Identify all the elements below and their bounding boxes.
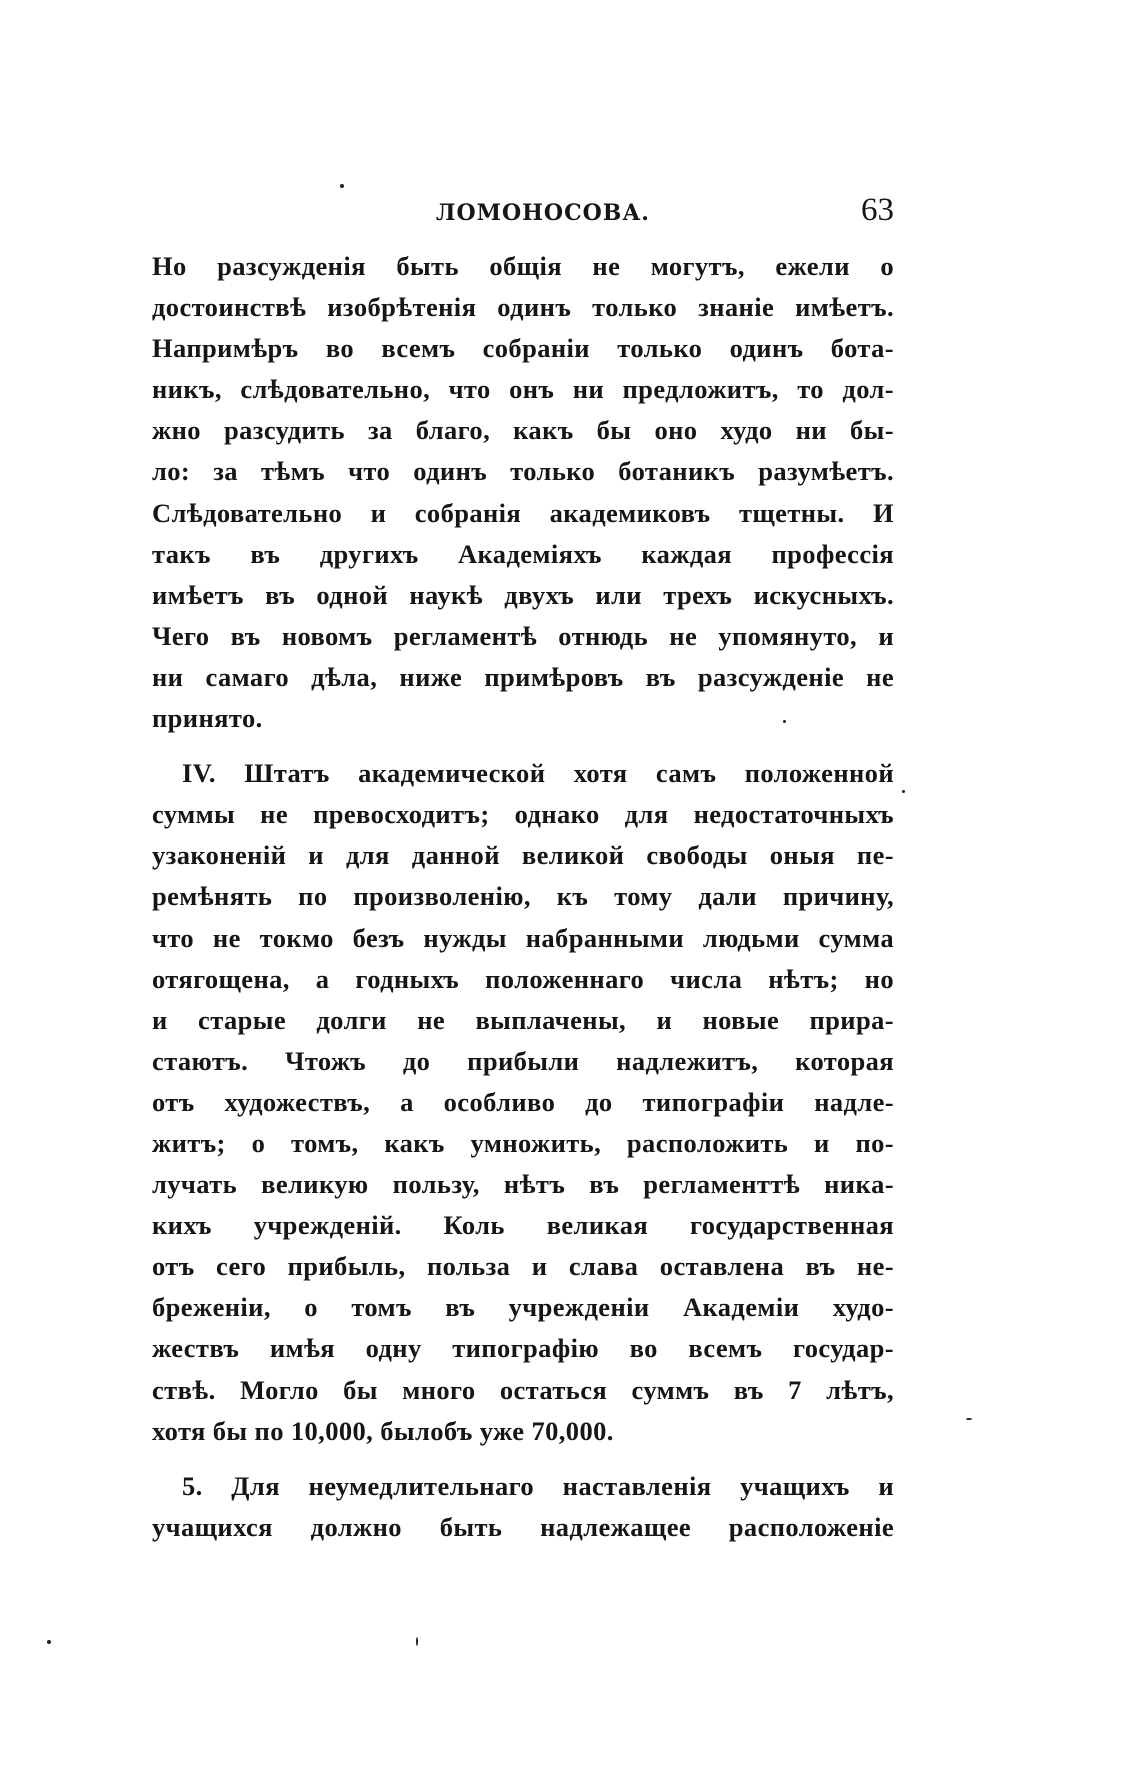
text-line: узаконеній и для данной великой свободы оныя пе-: [152, 840, 894, 871]
text-line: хотя бы по 10,000, былобъ уже 70,000.: [152, 1415, 614, 1446]
text-line: ствѣ. Могло бы много остаться суммъ въ 7 лѣтъ,: [152, 1374, 894, 1405]
text-line: Слѣдовательно и собранія академиковъ тщетны. И: [152, 497, 894, 528]
text-line: ни самаго дѣла, ниже примѣровъ въ разсужденіе не: [152, 661, 894, 692]
text-line: стаютъ. Чтожъ до прибыли надлежитъ, которая: [152, 1045, 894, 1076]
text-line: Но разсужденія быть общія не могутъ, ежели о: [152, 251, 894, 281]
text-line: брежeніи, о томъ въ учрежденіи Академіи худо-: [152, 1292, 894, 1323]
text-line: принято.: [152, 703, 263, 734]
text-line: и старые долги не выплачены, и новые прира-: [152, 1004, 894, 1035]
scan-speck: [416, 1637, 418, 1646]
paragraph-1: [152, 246, 894, 739]
text-line: имѣетъ въ одной наукѣ двухъ или трехъ искусныхъ.: [152, 579, 894, 610]
text-line: IV. Штатъ академической хотя самъ положенной: [182, 758, 894, 789]
paragraph-2: [152, 753, 894, 1452]
scan-speck: [783, 720, 786, 723]
text-line: что не токмо безъ нужды набранными людьми сумма: [152, 922, 894, 953]
text-line: отъ сего прибыль, польза и слава оставлена въ не-: [152, 1251, 894, 1282]
scan-speck: [340, 184, 344, 188]
scan-speck: [47, 1640, 51, 1644]
body-text: [152, 246, 894, 1548]
text-line: Напримѣръ во всемъ собраніи только одинъ бота-: [152, 333, 894, 364]
text-line: кихъ учрежденій. Коль великая государственная: [152, 1210, 894, 1241]
text-line: суммы не превосходитъ; однако для недостаточныхъ: [152, 799, 894, 830]
page-header: [150, 192, 894, 236]
text-line: Чего въ новомъ регламентѣ отнюдь не упомянуто, и: [152, 620, 894, 651]
scan-speck: [966, 1418, 972, 1420]
text-line: отягощена, а годныхъ положеннаго числа нѣтъ; но: [152, 963, 894, 994]
text-line: жествъ имѣя одну типографію во всемъ государ-: [152, 1333, 894, 1364]
text-line: такъ въ другихъ Академіяхъ каждая профессія: [152, 538, 894, 569]
paragraph-3: [152, 1466, 894, 1548]
scan-speck: [902, 790, 905, 793]
text-line: жно разсудить за благо, какъ бы оно худо ни бы-: [152, 415, 894, 446]
text-line: ремѣнять по произволенію, къ тому дали причину,: [152, 881, 894, 912]
running-title: ЛОМОНОСОВА.: [436, 200, 650, 226]
page-number: 63: [861, 192, 894, 228]
text-line: лучать великую пользу, нѣтъ въ регламенттѣ никa-: [152, 1169, 894, 1200]
text-line: учащихся должно быть надлежащее расположеніе: [152, 1511, 894, 1542]
text-line: достоинствѣ изобрѣтенія одинъ только знаніе имѣетъ.: [152, 292, 894, 323]
text-line: ло: за тѣмъ что одинъ только ботаникъ разумѣетъ.: [152, 456, 894, 487]
text-line: отъ художествъ, а особливо до типографіи надле-: [152, 1086, 894, 1117]
text-line: никъ, слѣдовательно, что онъ ни предложитъ, то дол-: [152, 374, 894, 405]
text-line: 5. Для неумедлительнаго наставленія учащихъ и: [182, 1470, 894, 1501]
text-line: житъ; о томъ, какъ умножить, расположить и по-: [152, 1127, 894, 1158]
